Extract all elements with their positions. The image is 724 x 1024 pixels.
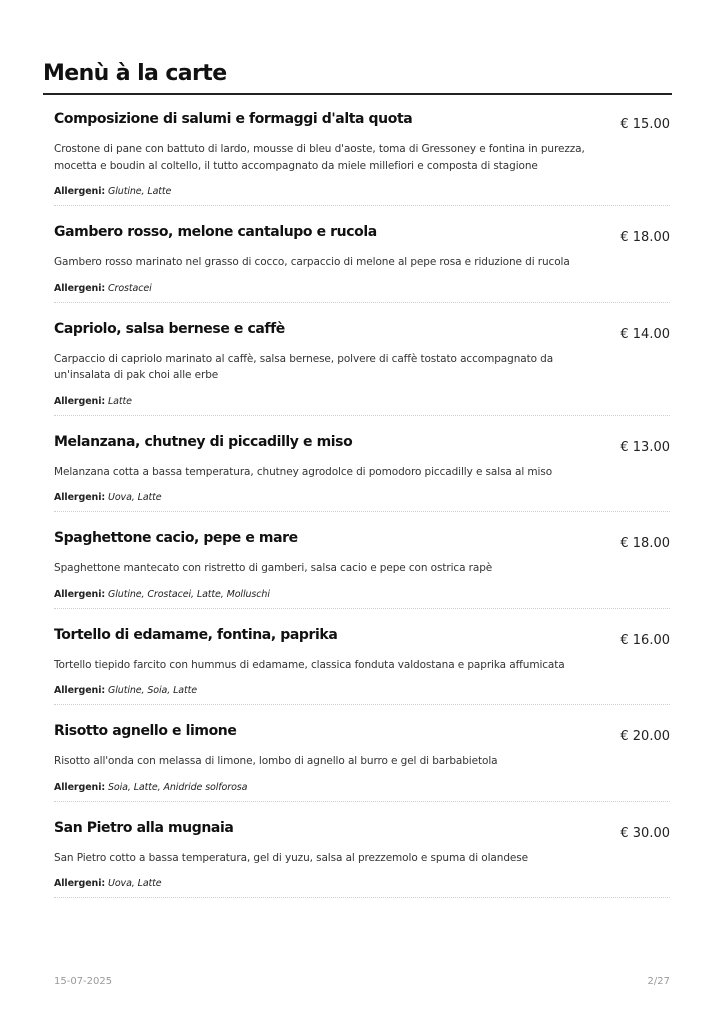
allergens-label: Allergeni: (54, 492, 106, 503)
menu-item-description: Gambero rosso marinato nel grasso di cocco, carpaccio di melone al pepe rosa e riduzione di rucola (54, 256, 570, 268)
menu-item-description: Risotto all'onda con melassa di limone, lombo di agnello al burro e gel di barbabietola (54, 755, 498, 767)
menu-item-header (54, 109, 670, 137)
allergens-label: Allergeni: (54, 395, 106, 407)
menu-item-price: € 14.00 (620, 326, 670, 342)
menu-item-name: Tortello di edamame, fontina, paprika (54, 626, 338, 643)
allergens-label: Allergeni: (54, 186, 106, 197)
menu-item-price: € 18.00 (620, 536, 670, 551)
menu-item-price: € 15.00 (620, 117, 670, 132)
menu-item (54, 528, 670, 609)
menu-item-price: € 20.00 (620, 729, 670, 744)
allergens-label: Allergeni: (54, 878, 106, 889)
menu-item-allergens (54, 781, 670, 795)
menu-item (54, 222, 670, 303)
menu-item-description: Carpaccio di capriolo marinato al caffè, salsa bernese, polvere di caffè tostato accompagnato da un'insalata di pak choi alle erbe (54, 352, 554, 381)
menu-item-header (54, 432, 670, 460)
allergens-value: Glutine, Latte (107, 186, 172, 197)
allergens-label: Allergeni: (54, 282, 106, 294)
allergens-value: Latte (107, 395, 132, 407)
menu-item-header (54, 625, 670, 653)
menu-item-description: Crostone di pane con battuto di lardo, mousse di bleu d'aoste, toma di Gressoney e fontina in purezza, mocetta e boudin al coltello, il tutto accompagnato da miele millefiori e composta di stagione (54, 143, 585, 172)
menu-item-header (54, 222, 670, 250)
allergens-label: Allergeni: (54, 588, 106, 600)
menu-item-name: Risotto agnello e limone (54, 723, 237, 739)
page-title: Menù à la carte (43, 61, 227, 86)
allergens-value: Uova, Latte (107, 492, 162, 503)
menu-item-description: Tortello tiepido farcito con hummus di edamame, classica fonduta valdostana e paprika affumicata (54, 658, 565, 671)
allergens-value: Crostacei (107, 282, 152, 294)
menu-item-allergens (54, 491, 670, 505)
allergens-value: Glutine, Soia, Latte (107, 685, 198, 696)
menu-item-allergens (54, 395, 670, 409)
menu-item-price: € 18.00 (620, 230, 670, 245)
menu-item-name: Capriolo, salsa bernese e caffè (54, 320, 285, 337)
allergens-label: Allergeni: (54, 685, 106, 696)
menu-item-allergens (54, 282, 670, 296)
allergens-value: Glutine, Crostacei, Latte, Molluschi (107, 588, 270, 600)
footer-date: 15-07-2025 (54, 976, 113, 987)
menu-item-name: Composizione di salumi e formaggi d'alta quota (54, 111, 413, 127)
menu-item-header (54, 721, 670, 749)
menu-item (54, 319, 670, 416)
menu-item-allergens (54, 185, 670, 199)
menu-item-allergens (54, 588, 670, 602)
allergens-value: Soia, Latte, Anidride solforosa (107, 781, 248, 793)
menu-item-name: Spaghettone cacio, pepe e mare (54, 530, 298, 546)
menu-item (54, 432, 670, 513)
menu-item (54, 721, 670, 802)
menu-item (54, 818, 670, 899)
menu-item-name: Melanzana, chutney di piccadilly e miso (54, 433, 353, 450)
menu-item-price: € 16.00 (620, 632, 670, 648)
menu-item-header (54, 528, 670, 556)
allergens-value: Uova, Latte (107, 878, 162, 889)
allergens-label: Allergeni: (54, 781, 106, 793)
title-divider (43, 93, 672, 95)
menu-item (54, 109, 670, 206)
menu-item-name: Gambero rosso, melone cantalupo e rucola (54, 224, 377, 240)
menu-list (54, 109, 670, 914)
menu-item-description: San Pietro cotto a bassa temperatura, gel di yuzu, salsa al prezzemolo e spuma di olandese (54, 851, 528, 864)
menu-item-allergens (54, 684, 670, 698)
menu-item-description: Melanzana cotta a bassa temperatura, chutney agrodolce di pomodoro piccadilly e salsa al miso (54, 465, 553, 478)
menu-item-header (54, 319, 670, 347)
menu-item-price: € 13.00 (620, 439, 670, 455)
menu-item-allergens (54, 877, 670, 891)
menu-item-name: San Pietro alla mugnaia (54, 819, 234, 836)
page-number: 2/27 (647, 976, 670, 987)
menu-item-description: Spaghettone mantecato con ristretto di gamberi, salsa cacio e pepe con ostrica rapè (54, 562, 493, 574)
menu-item (54, 625, 670, 706)
menu-item-price: € 30.00 (620, 825, 670, 841)
menu-item-header (54, 818, 670, 846)
